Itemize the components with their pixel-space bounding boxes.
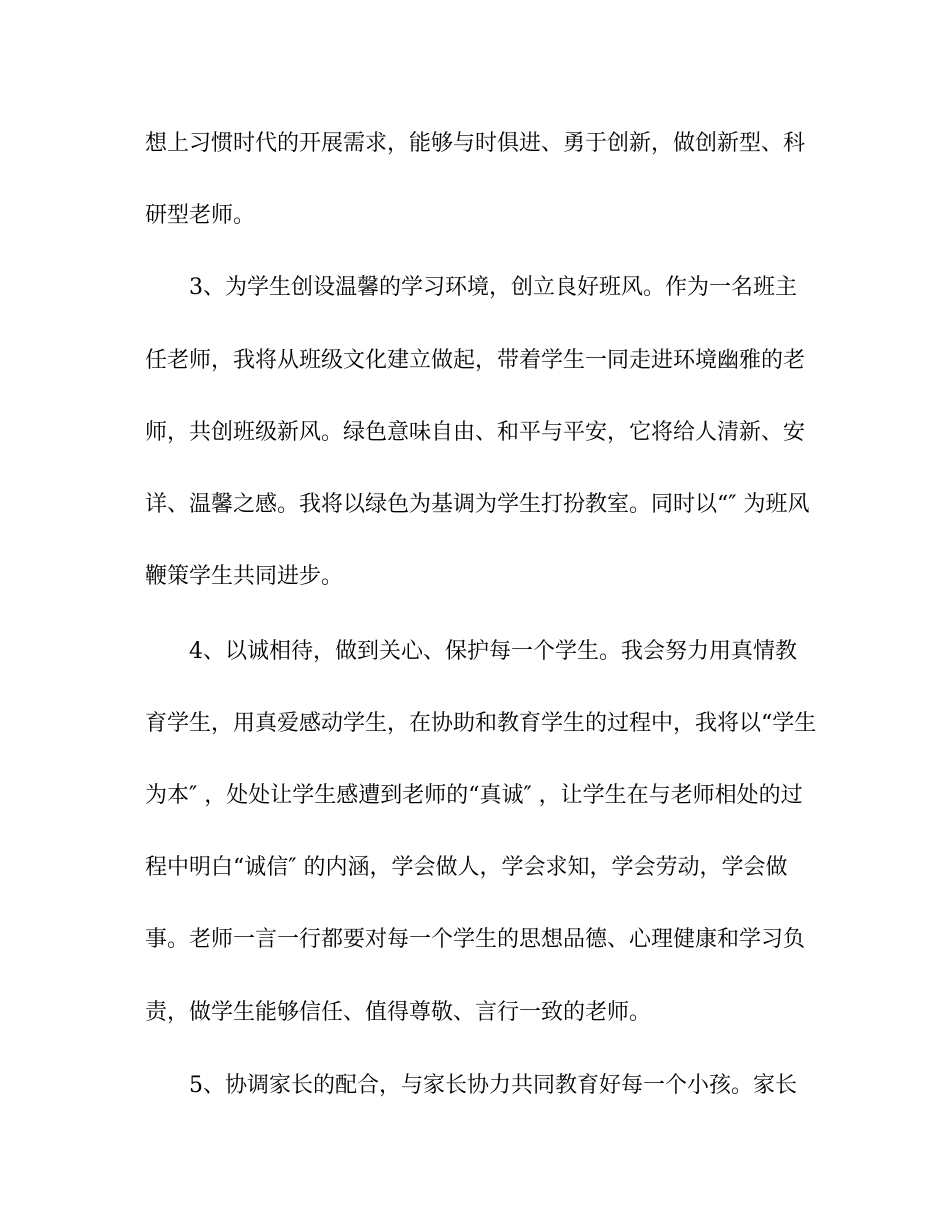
paragraph-4-first-line: 4、以诚相待，做到关心、保护每一个学生。我会努力用真情教 [189, 639, 797, 664]
text-line: 责，做学生能够信任、值得尊敬、言行一致的老师。 [145, 1000, 652, 1025]
text-line: 研型老师。 [145, 203, 256, 228]
text-line: 事。老师一言一行都要对每一个学生的思想品德、心理健康和学习负 [145, 927, 806, 952]
text-line: 师，共创班级新风。绿色意味自由、和平与平安，它将给人清新、安 [145, 420, 806, 445]
text-line: 育学生，用真爱感动学生，在协助和教育学生的过程中，我将以“学生 [145, 711, 817, 736]
text-line: 程中明白“诚信″ 的内涵，学会做人，学会求知，学会劳动，学会做 [145, 855, 788, 880]
text-line: 任老师，我将从班级文化建立做起，带着学生一同走进环境幽雅的老 [145, 348, 806, 373]
text-line: 鞭策学生共同进步。 [145, 564, 344, 589]
paragraph-5-first-line: 5、协调家长的配合，与家长协力共同教育好每一个小孩。家长 [189, 1073, 797, 1098]
text-line: 想上习惯时代的开展需求，能够与时俱进、勇于创新，做创新型、科 [145, 131, 806, 156]
paragraph-3-first-line: 3、为学生创设温馨的学习环境，创立良好班风。作为一名班主 [189, 275, 797, 300]
text-line: 详、温馨之感。我将以绿色为基调为学生打扮教室。同时以“″ 为班风 [145, 492, 810, 517]
text-line: 为本″ ，处处让学生感遭到老师的“真诚″ ，让学生在与老师相处的过 [145, 783, 803, 808]
